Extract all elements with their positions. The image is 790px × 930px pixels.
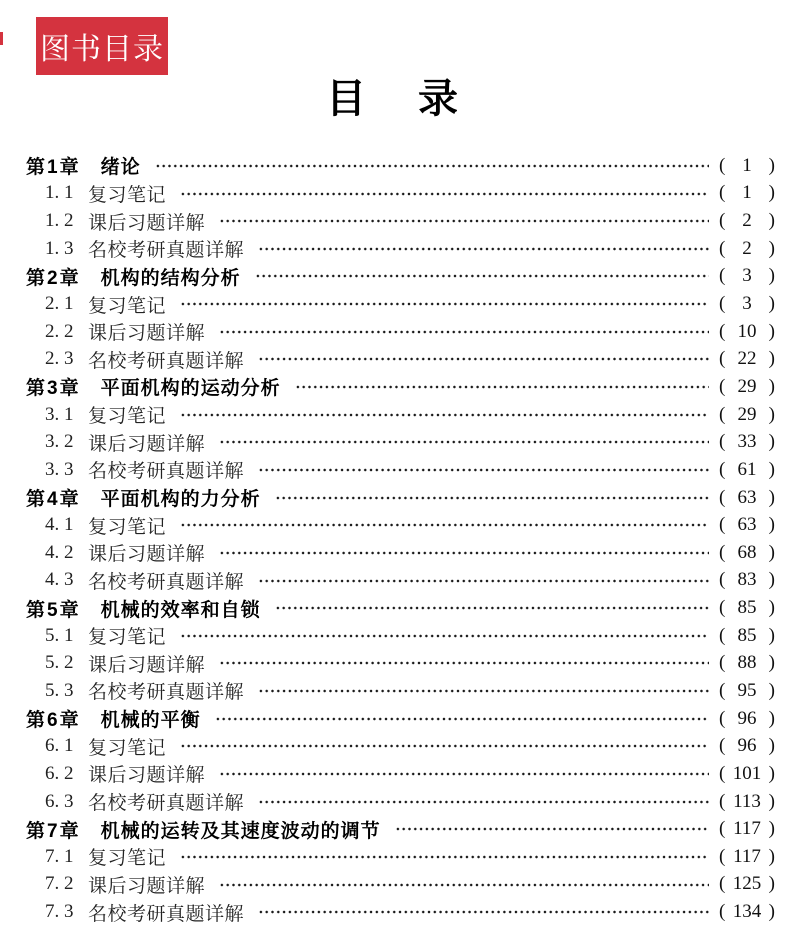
- page-number-value: 125: [732, 873, 762, 895]
- section-title: 名校考研真题详解: [88, 461, 245, 483]
- section-title: 名校考研真题详解: [88, 240, 245, 262]
- page-number-value: 88: [737, 652, 757, 674]
- close-paren: ): [768, 541, 775, 563]
- toc-section-row: [0, 567, 775, 595]
- close-paren: ): [768, 403, 775, 425]
- close-paren: ): [768, 431, 775, 453]
- page-number-value: 22: [737, 348, 757, 370]
- close-paren: ): [768, 375, 775, 397]
- section-number: 2. 3: [45, 348, 74, 370]
- open-paren: (: [719, 597, 726, 619]
- section-title: 复习笔记: [88, 295, 167, 317]
- section-title: 课后习题详解: [88, 323, 206, 345]
- toc-section-row: [0, 207, 775, 235]
- section-title: 课后习题详解: [88, 654, 206, 676]
- page-number-value: 1: [742, 182, 752, 204]
- open-paren: (: [719, 652, 726, 674]
- page-number-value: 113: [733, 790, 761, 812]
- section-page-number: [719, 652, 775, 674]
- section-number: 1. 1: [45, 182, 74, 204]
- page-number-value: 61: [737, 458, 757, 480]
- close-paren: ): [768, 845, 775, 867]
- page-number-value: 96: [737, 735, 757, 757]
- toc-section-row: [0, 428, 775, 456]
- dot-leader: [258, 567, 709, 595]
- section-title: 名校考研真题详解: [88, 793, 245, 815]
- dot-leader: [180, 732, 709, 760]
- close-paren: ): [768, 182, 775, 204]
- close-paren: ): [768, 237, 775, 259]
- open-paren: (: [719, 901, 726, 923]
- close-paren: ): [768, 486, 775, 508]
- chapter-title: 平面机构的力分析: [100, 489, 261, 510]
- toc-section-row: [0, 760, 775, 788]
- section-page-number: [719, 791, 775, 813]
- open-paren: (: [719, 790, 726, 812]
- section-number: 4. 2: [45, 541, 74, 563]
- toc-chapter-row: [0, 705, 775, 733]
- section-title: 名校考研真题详解: [88, 571, 245, 593]
- open-paren: (: [719, 348, 726, 370]
- chapter-title: 机构的结构分析: [100, 267, 241, 289]
- dot-leader: [219, 318, 709, 346]
- section-number: 6. 2: [45, 762, 74, 784]
- dot-leader: [180, 622, 709, 650]
- page-number-value: 33: [737, 431, 757, 453]
- section-number: 5. 1: [45, 624, 74, 646]
- section-number: 2. 2: [45, 320, 74, 342]
- close-paren: ): [768, 210, 775, 232]
- section-number: 1. 2: [45, 210, 74, 232]
- close-paren: ): [768, 293, 775, 315]
- section-number: 7. 2: [45, 873, 74, 895]
- page-number-value: 68: [737, 541, 757, 563]
- toc-section-row: [0, 788, 775, 816]
- section-title: 复习笔记: [88, 737, 167, 759]
- chapter-page-number: [719, 818, 775, 840]
- dot-leader: [180, 290, 709, 318]
- section-page-number: [719, 680, 775, 702]
- section-title: 复习笔记: [88, 406, 167, 428]
- open-paren: (: [719, 735, 726, 757]
- section-title: 复习笔记: [88, 627, 167, 649]
- chapter-page-number: [719, 376, 775, 398]
- toc-section-row: [0, 456, 775, 484]
- page-number-value: 2: [742, 210, 752, 232]
- section-number: 3. 1: [45, 403, 74, 425]
- dot-leader: [219, 539, 709, 567]
- section-title: 复习笔记: [88, 184, 167, 206]
- open-paren: (: [719, 873, 726, 895]
- toc-section-row: [0, 650, 775, 678]
- section-number: 5. 2: [45, 652, 74, 674]
- toc-section-row: [0, 180, 775, 208]
- close-paren: ): [768, 818, 775, 840]
- section-page-number: [719, 735, 775, 757]
- toc-section-row: [0, 345, 775, 373]
- open-paren: (: [719, 320, 726, 342]
- dot-leader: [215, 705, 709, 733]
- chapter-number: 第2章: [26, 267, 81, 289]
- open-paren: (: [719, 762, 726, 784]
- close-paren: ): [768, 320, 775, 342]
- toc-chapter-row: [0, 152, 775, 180]
- section-page-number: [719, 873, 775, 895]
- page-number-value: 117: [733, 845, 761, 867]
- chapter-number: 第1章: [26, 157, 81, 179]
- section-title: 课后习题详解: [88, 544, 206, 566]
- dot-leader: [258, 677, 709, 705]
- dot-leader: [180, 843, 709, 871]
- page-number-value: 117: [733, 818, 761, 840]
- dot-leader: [258, 898, 709, 926]
- chapter-page-number: [719, 708, 775, 730]
- close-paren: ): [768, 735, 775, 757]
- open-paren: (: [719, 818, 726, 840]
- dot-leader: [258, 345, 709, 373]
- page-number-value: 63: [737, 514, 757, 536]
- chapter-page-number: [719, 487, 775, 509]
- open-paren: (: [719, 182, 726, 204]
- close-paren: ): [768, 679, 775, 701]
- dot-leader: [295, 373, 709, 401]
- close-paren: ): [768, 348, 775, 370]
- dot-leader: [275, 484, 709, 512]
- chapter-number: 第5章: [26, 599, 81, 621]
- dot-leader: [395, 815, 709, 843]
- open-paren: (: [719, 154, 726, 176]
- dot-leader: [155, 152, 709, 180]
- page-number-value: 85: [737, 624, 757, 646]
- section-number: 4. 3: [45, 569, 74, 591]
- close-paren: ): [768, 901, 775, 923]
- book-catalog-badge: 图书目录: [36, 17, 168, 75]
- page-number-value: 1: [742, 154, 752, 176]
- open-paren: (: [719, 403, 726, 425]
- toc-section-row: [0, 290, 775, 318]
- toc-section-row: [0, 511, 775, 539]
- page-number-value: 3: [742, 265, 752, 287]
- toc-list: [0, 152, 790, 926]
- section-title: 名校考研真题详解: [88, 350, 245, 372]
- toc-chapter-row: [0, 263, 775, 291]
- page-number-value: 134: [732, 901, 762, 923]
- page-number-value: 29: [737, 375, 757, 397]
- section-number: 4. 1: [45, 514, 74, 536]
- chapter-title: 机械的平衡: [100, 710, 201, 732]
- dot-leader: [180, 511, 709, 539]
- section-page-number: [719, 625, 775, 647]
- chapter-number: 第3章: [26, 378, 81, 400]
- page-number-value: 101: [732, 762, 762, 784]
- toc-chapter-row: [0, 373, 775, 401]
- section-title: 课后习题详解: [88, 765, 206, 787]
- toc-section-row: [0, 677, 775, 705]
- close-paren: ): [768, 652, 775, 674]
- section-number: 7. 1: [45, 845, 74, 867]
- toc-chapter-row: [0, 815, 775, 843]
- open-paren: (: [719, 707, 726, 729]
- open-paren: (: [719, 293, 726, 315]
- toc-section-row: [0, 318, 775, 346]
- dot-leader: [258, 788, 709, 816]
- section-number: 1. 3: [45, 237, 74, 259]
- page-number-value: 85: [737, 597, 757, 619]
- section-title: 名校考研真题详解: [88, 903, 245, 925]
- close-paren: ): [768, 265, 775, 287]
- page-number-value: 83: [737, 569, 757, 591]
- open-paren: (: [719, 541, 726, 563]
- open-paren: (: [719, 845, 726, 867]
- chapter-page-number: [719, 265, 775, 287]
- page-number-value: 95: [737, 679, 757, 701]
- close-paren: ): [768, 569, 775, 591]
- close-paren: ): [768, 790, 775, 812]
- toc-section-row: [0, 539, 775, 567]
- page-number-value: 29: [737, 403, 757, 425]
- dot-leader: [180, 401, 709, 429]
- section-number: 2. 1: [45, 293, 74, 315]
- chapter-title: 平面机构的运动分析: [100, 378, 281, 400]
- open-paren: (: [719, 458, 726, 480]
- section-page-number: [719, 404, 775, 426]
- dot-leader: [258, 235, 709, 263]
- section-title: 课后习题详解: [88, 212, 206, 234]
- section-page-number: [719, 182, 775, 204]
- section-page-number: [719, 210, 775, 232]
- section-page-number: [719, 431, 775, 453]
- chapter-number: 第7章: [26, 820, 81, 842]
- close-paren: ): [768, 624, 775, 646]
- page-number-value: 2: [742, 237, 752, 259]
- section-page-number: [719, 569, 775, 591]
- close-paren: ): [768, 707, 775, 729]
- section-number: 7. 3: [45, 901, 74, 923]
- toc-chapter-row: [0, 484, 775, 512]
- dot-leader: [219, 207, 709, 235]
- dot-leader: [255, 263, 709, 291]
- page-number-value: 96: [737, 707, 757, 729]
- toc-section-row: [0, 843, 775, 871]
- section-title: 名校考研真题详解: [88, 682, 245, 704]
- close-paren: ): [768, 873, 775, 895]
- section-page-number: [719, 514, 775, 536]
- toc-section-row: [0, 235, 775, 263]
- section-page-number: [719, 293, 775, 315]
- section-title: 课后习题详解: [88, 433, 206, 455]
- section-page-number: [719, 763, 775, 785]
- dot-leader: [219, 650, 709, 678]
- chapter-title: 机械的运转及其速度波动的调节: [100, 820, 381, 842]
- section-number: 6. 3: [45, 790, 74, 812]
- toc-section-row: [0, 622, 775, 650]
- open-paren: (: [719, 486, 726, 508]
- dot-leader: [275, 594, 709, 622]
- chapter-page-number: [719, 597, 775, 619]
- chapter-title: 绪论: [100, 157, 141, 179]
- section-number: 5. 3: [45, 679, 74, 701]
- section-page-number: [719, 321, 775, 343]
- open-paren: (: [719, 431, 726, 453]
- section-title: 课后习题详解: [88, 875, 206, 897]
- close-paren: ): [768, 762, 775, 784]
- dot-leader: [219, 760, 709, 788]
- toc-section-row: [0, 401, 775, 429]
- toc-section-row: [0, 898, 775, 926]
- open-paren: (: [719, 624, 726, 646]
- section-title: 复习笔记: [88, 848, 167, 870]
- chapter-number: 第6章: [26, 710, 81, 732]
- dot-leader: [219, 871, 709, 899]
- chapter-title: 机械的效率和自锁: [100, 599, 261, 621]
- dot-leader: [180, 180, 709, 208]
- open-paren: (: [719, 210, 726, 232]
- chapter-number: 第4章: [26, 489, 81, 510]
- toc-section-row: [0, 871, 775, 899]
- close-paren: ): [768, 597, 775, 619]
- page-edge-mark: [0, 32, 3, 45]
- section-number: 6. 1: [45, 735, 74, 757]
- open-paren: (: [719, 265, 726, 287]
- section-page-number: [719, 459, 775, 481]
- page-number-value: 10: [737, 320, 757, 342]
- page-title: 目 录: [326, 76, 464, 121]
- page-number-value: 3: [742, 293, 752, 315]
- open-paren: (: [719, 375, 726, 397]
- dot-leader: [219, 428, 709, 456]
- toc-chapter-row: [0, 594, 775, 622]
- section-page-number: [719, 901, 775, 923]
- close-paren: ): [768, 458, 775, 480]
- page-number-value: 63: [737, 486, 757, 508]
- close-paren: ): [768, 514, 775, 536]
- section-page-number: [719, 846, 775, 868]
- section-title: 复习笔记: [88, 516, 167, 538]
- section-page-number: [719, 238, 775, 260]
- open-paren: (: [719, 514, 726, 536]
- dot-leader: [258, 456, 709, 484]
- chapter-page-number: [719, 155, 775, 177]
- section-number: 3. 3: [45, 458, 74, 480]
- section-page-number: [719, 542, 775, 564]
- open-paren: (: [719, 679, 726, 701]
- open-paren: (: [719, 569, 726, 591]
- toc-section-row: [0, 732, 775, 760]
- open-paren: (: [719, 237, 726, 259]
- close-paren: ): [768, 154, 775, 176]
- section-page-number: [719, 348, 775, 370]
- section-number: 3. 2: [45, 431, 74, 453]
